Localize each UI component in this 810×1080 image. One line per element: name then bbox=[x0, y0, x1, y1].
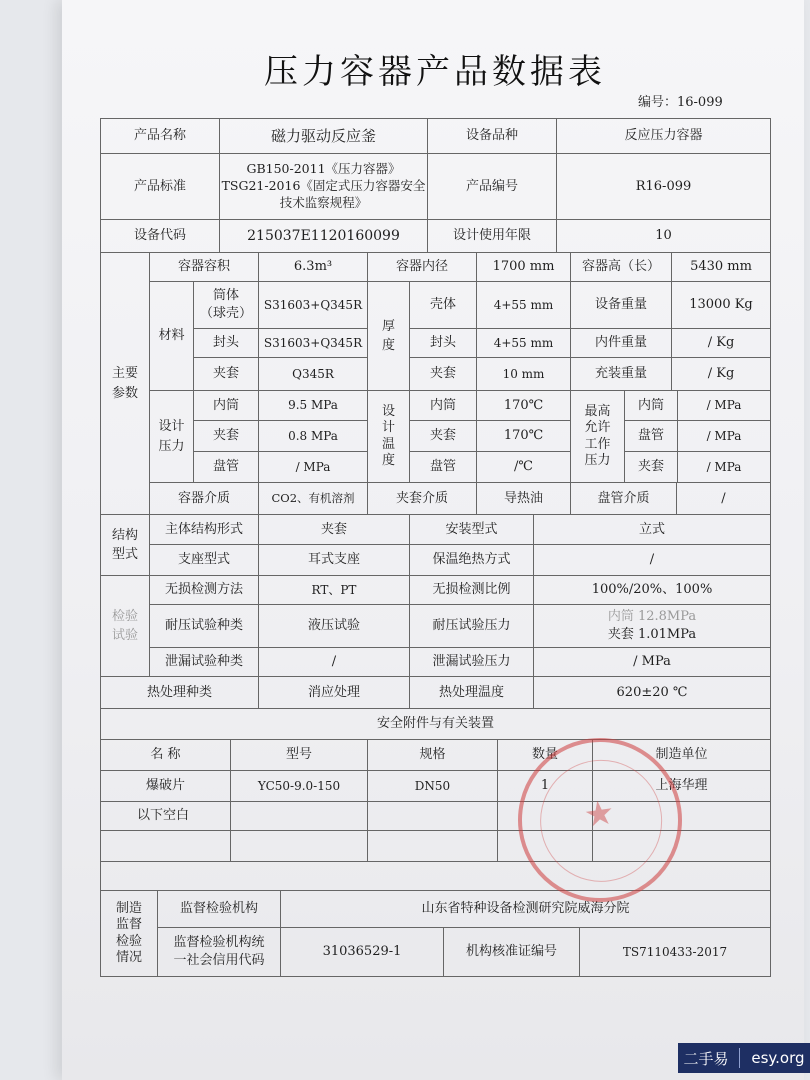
safety-header-spec: 规格 bbox=[367, 739, 498, 771]
internals-value: / Kg bbox=[671, 328, 771, 358]
safety-header-maker: 制造单位 bbox=[592, 739, 771, 771]
heat-temp-label: 热处理温度 bbox=[409, 676, 534, 709]
approval-value: TS7110433-2017 bbox=[579, 927, 771, 977]
volume-label: 容器容积 bbox=[149, 252, 259, 282]
serial-number: 编号：16-099 bbox=[638, 95, 723, 110]
ndt-method-value: RT、PT bbox=[258, 575, 410, 605]
t-jacket-label: 夹套 bbox=[409, 357, 477, 391]
jacket-medium-value: 导热油 bbox=[476, 482, 571, 515]
jacket-material-value: Q345R bbox=[258, 357, 368, 391]
jacket-medium-label: 夹套介质 bbox=[367, 482, 477, 515]
shell-material-value: S31603+Q345R bbox=[258, 281, 368, 329]
dp-coil-label: 盘管 bbox=[193, 451, 259, 483]
approval-label: 机构核准证编号 bbox=[443, 927, 580, 977]
life-value: 10 bbox=[556, 219, 771, 253]
variety-value: 反应压力容器 bbox=[556, 118, 771, 154]
code-value: 215037E1120160099 bbox=[219, 219, 428, 253]
main-params-label: 主要 参数 bbox=[100, 252, 150, 515]
filling-value: / Kg bbox=[671, 357, 771, 391]
watermark-divider bbox=[739, 1048, 740, 1068]
mp-inner-value: / MPa bbox=[677, 390, 771, 421]
pressure-value-label: 耐压试验压力 bbox=[409, 604, 534, 648]
design-temp-label: 设 计 温 度 bbox=[367, 390, 410, 483]
credit-label: 监督检验机构统 一社会信用代码 bbox=[157, 927, 281, 977]
insulation-label: 保温绝热方式 bbox=[409, 544, 534, 576]
height-label: 容器高（长） bbox=[570, 252, 672, 282]
support-value: 耳式支座 bbox=[258, 544, 410, 576]
page-title: 压力容器产品数据表 bbox=[264, 52, 606, 92]
mp-jacket-value: / MPa bbox=[677, 451, 771, 483]
table-row-cell: 1 bbox=[497, 770, 593, 802]
t-head-label: 封头 bbox=[409, 328, 477, 358]
mp-coil-label: 盘管 bbox=[624, 420, 678, 452]
seal-star-icon: ★ bbox=[581, 792, 618, 836]
design-pressure-label: 设计 压力 bbox=[149, 390, 194, 483]
inner-dia-value: 1700 mm bbox=[476, 252, 571, 282]
table-row-cell bbox=[367, 801, 498, 831]
dp-inner-label: 内筒 bbox=[193, 390, 259, 421]
table-row-cell bbox=[367, 830, 498, 862]
heat-type-value: 消应处理 bbox=[258, 676, 410, 709]
product-name-value: 磁力驱动反应釜 bbox=[219, 118, 428, 154]
safety-title: 安全附件与有关装置 bbox=[100, 708, 771, 740]
mp-inner-label: 内筒 bbox=[624, 390, 678, 421]
medium-label: 容器介质 bbox=[149, 482, 259, 515]
table-row-cell bbox=[230, 801, 368, 831]
table-row-cell bbox=[592, 830, 771, 862]
t-jacket-value: 10 mm bbox=[476, 357, 571, 391]
medium-value: CO2、有机溶剂 bbox=[258, 482, 368, 515]
mp-jacket-label: 夹套 bbox=[624, 451, 678, 483]
mp-coil-value: / MPa bbox=[677, 420, 771, 452]
internals-label: 内件重量 bbox=[570, 328, 672, 358]
thickness-label: 厚 度 bbox=[367, 281, 410, 391]
leak-pressure-label: 泄漏试验压力 bbox=[409, 647, 534, 677]
product-no-value: R16-099 bbox=[556, 153, 771, 220]
life-label: 设计使用年限 bbox=[427, 219, 557, 253]
org-label: 监督检验机构 bbox=[157, 890, 281, 928]
dt-jacket-value: 170℃ bbox=[476, 420, 571, 452]
table-row-cell: 以下空白 bbox=[100, 801, 231, 831]
dp-coil-value: / MPa bbox=[258, 451, 368, 483]
pressure-value-inner: 内筒 12.8MPa bbox=[607, 609, 697, 625]
head-material-value: S31603+Q345R bbox=[258, 328, 368, 358]
blank-row bbox=[100, 861, 771, 891]
jacket-label: 夹套 bbox=[193, 357, 259, 391]
watermark-left: 二手易 bbox=[683, 1049, 729, 1068]
volume-value: 6.3m³ bbox=[258, 252, 368, 282]
weight-value: 13000 Kg bbox=[671, 281, 771, 329]
dt-inner-label: 内筒 bbox=[409, 390, 477, 421]
product-name-label: 产品名称 bbox=[100, 118, 220, 154]
pressure-test-value: 液压试验 bbox=[258, 604, 410, 648]
weight-label: 设备重量 bbox=[570, 281, 672, 329]
ndt-ratio-label: 无损检测比例 bbox=[409, 575, 534, 605]
dt-coil-value: /℃ bbox=[476, 451, 571, 483]
product-no-label: 产品编号 bbox=[427, 153, 557, 220]
standard-label: 产品标准 bbox=[100, 153, 220, 220]
main-form-label: 主体结构形式 bbox=[149, 514, 259, 545]
inner-dia-label: 容器内径 bbox=[367, 252, 477, 282]
head-label: 封头 bbox=[193, 328, 259, 358]
table-row-cell bbox=[592, 801, 771, 831]
leak-pressure-value: / MPa bbox=[533, 647, 771, 677]
material-label: 材料 bbox=[149, 281, 194, 391]
shell-label: 筒体 （球壳） bbox=[193, 281, 259, 329]
pressure-test-label: 耐压试验种类 bbox=[149, 604, 259, 648]
heat-type-label: 热处理种类 bbox=[100, 676, 259, 709]
insulation-value: / bbox=[533, 544, 771, 576]
table-row-cell: 爆破片 bbox=[100, 770, 231, 802]
pressure-value-jacket: 夹套 1.01MPa bbox=[607, 627, 697, 642]
filling-label: 充装重量 bbox=[570, 357, 672, 391]
safety-header-name: 名 称 bbox=[100, 739, 231, 771]
dp-inner-value: 9.5 MPa bbox=[258, 390, 368, 421]
table-row-cell bbox=[230, 830, 368, 862]
table-row-cell bbox=[497, 830, 593, 862]
structure-label: 结构 型式 bbox=[100, 514, 150, 576]
coil-medium-value: / bbox=[676, 482, 771, 515]
watermark-bar bbox=[678, 1043, 810, 1073]
height-value: 5430 mm bbox=[671, 252, 771, 282]
table-row-cell: 上海华理 bbox=[592, 770, 771, 802]
leak-test-value: / bbox=[258, 647, 410, 677]
table-row-cell bbox=[497, 801, 593, 831]
table-row-cell bbox=[100, 830, 231, 862]
safety-header-qty: 数量 bbox=[497, 739, 593, 771]
supervision-label: 制造 监督 检验 情况 bbox=[100, 890, 158, 977]
install-value: 立式 bbox=[533, 514, 771, 545]
dp-jacket-label: 夹套 bbox=[193, 420, 259, 452]
inspection-label: 检验 试验 bbox=[100, 575, 150, 677]
safety-header-model: 型号 bbox=[230, 739, 368, 771]
table-row-cell: YC50-9.0-150 bbox=[230, 770, 368, 802]
leak-test-label: 泄漏试验种类 bbox=[149, 647, 259, 677]
watermark-right: esy.org bbox=[751, 1049, 805, 1067]
credit-value: 31036529-1 bbox=[280, 927, 444, 977]
main-form-value: 夹套 bbox=[258, 514, 410, 545]
dt-inner-value: 170℃ bbox=[476, 390, 571, 421]
dt-jacket-label: 夹套 bbox=[409, 420, 477, 452]
variety-label: 设备品种 bbox=[427, 118, 557, 154]
install-label: 安装型式 bbox=[409, 514, 534, 545]
code-label: 设备代码 bbox=[100, 219, 220, 253]
t-shell-value: 4+55 mm bbox=[476, 281, 571, 329]
table-row-cell: DN50 bbox=[367, 770, 498, 802]
t-head-value: 4+55 mm bbox=[476, 328, 571, 358]
coil-medium-label: 盘管介质 bbox=[570, 482, 677, 515]
pressure-value bbox=[533, 604, 771, 648]
standard-value: GB150-2011《压力容器》 TSG21-2016《固定式压力容器安全 技术监察规程》 bbox=[219, 153, 428, 220]
t-shell-label: 壳体 bbox=[409, 281, 477, 329]
max-pressure-label: 最高 允许 工作 压力 bbox=[570, 390, 625, 483]
dp-jacket-value: 0.8 MPa bbox=[258, 420, 368, 452]
org-value: 山东省特种设备检测研究院威海分院 bbox=[280, 890, 771, 928]
heat-temp-value: 620±20 ℃ bbox=[533, 676, 771, 709]
dt-coil-label: 盘管 bbox=[409, 451, 477, 483]
ndt-method-label: 无损检测方法 bbox=[149, 575, 259, 605]
ndt-ratio-value: 100%/20%、100% bbox=[533, 575, 771, 605]
support-label: 支座型式 bbox=[149, 544, 259, 576]
